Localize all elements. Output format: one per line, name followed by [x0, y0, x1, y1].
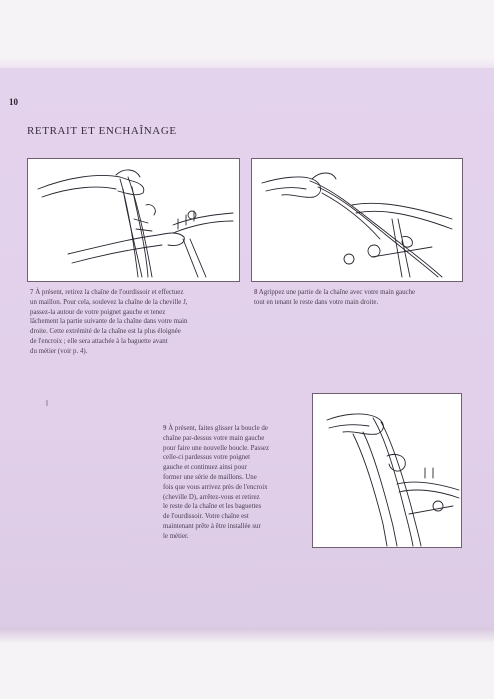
hands-pulling-chain-illustration	[28, 159, 239, 281]
step-7-line-4: lâchement la partie suivante de la chaîne dans votre main	[30, 318, 188, 326]
step-8-line-2: tout en tenant le reste dans votre main droite.	[254, 298, 379, 306]
page-bottom-edge	[0, 628, 494, 642]
step-7-line-2: un maillon. Pour cela, soulevez la chaîne de la cheville J,	[30, 298, 188, 306]
step-7-number: 7	[30, 289, 34, 296]
step-9-caption	[163, 424, 309, 542]
step-9-line-10: de l'ourdissoir. Votre chaîne est	[163, 513, 249, 521]
step-9-line-11: maintenant prête à être installée sur	[163, 522, 261, 530]
step-8-number: 8	[254, 289, 258, 296]
chain-through-loop-illustration	[313, 394, 461, 547]
section-title: RETRAIT ET ENCHAÎNAGE	[27, 125, 177, 137]
step-9-line-12: le métier.	[163, 532, 189, 540]
step-9-number: 9	[163, 425, 167, 432]
step-9-line-3: pour faire une nouvelle boucle. Passez	[163, 444, 270, 452]
step-9-line-5: gauche et continuez ainsi pour	[163, 464, 247, 472]
step-8-line-1: 8 Agrippez une partie de la chaîne avec votre main gauche	[254, 289, 416, 296]
step-9-line-4: celle-ci pardessus votre poignet	[163, 454, 251, 462]
hand-gripping-chain-illustration	[252, 159, 462, 281]
step-9-line-8: (cheville D), arrêtez-vous et retirez	[163, 493, 260, 501]
step-7-line-6: de l'encroix ; elle sera attachée à la baguette avant	[30, 337, 168, 345]
step-8-caption	[254, 288, 460, 308]
step-9-line-7: fois que vous arrivez près de l'encroix	[163, 483, 268, 491]
step-7-caption	[30, 288, 237, 357]
step-7-line-5: droite. Cette extrémité de la chaîne est la plus éloignée	[30, 328, 181, 336]
illustration-step-9	[312, 393, 462, 548]
illustration-step-8	[251, 158, 463, 282]
illustration-step-7	[27, 158, 240, 282]
step-9-line-2: chaîne par-dessus votre main gauche	[163, 434, 265, 442]
step-7-line-7: du métier (voir p. 4).	[30, 347, 88, 355]
step-7-line-3: passez-la autour de votre poignet gauche et tenez	[30, 308, 166, 316]
page-number: 10	[9, 97, 18, 107]
step-9-line-9: le reste de la chaîne et les baguettes	[163, 503, 262, 511]
step-9-line-1: 9 À présent, faites glisser la boucle de	[163, 425, 268, 432]
step-7-line-1: 7 À présent, retirez la chaîne de l'ourdissoir et effectuez	[30, 289, 184, 296]
paper-speck	[46, 400, 48, 406]
step-9-line-6: former une série de maillons. Une	[163, 473, 257, 481]
